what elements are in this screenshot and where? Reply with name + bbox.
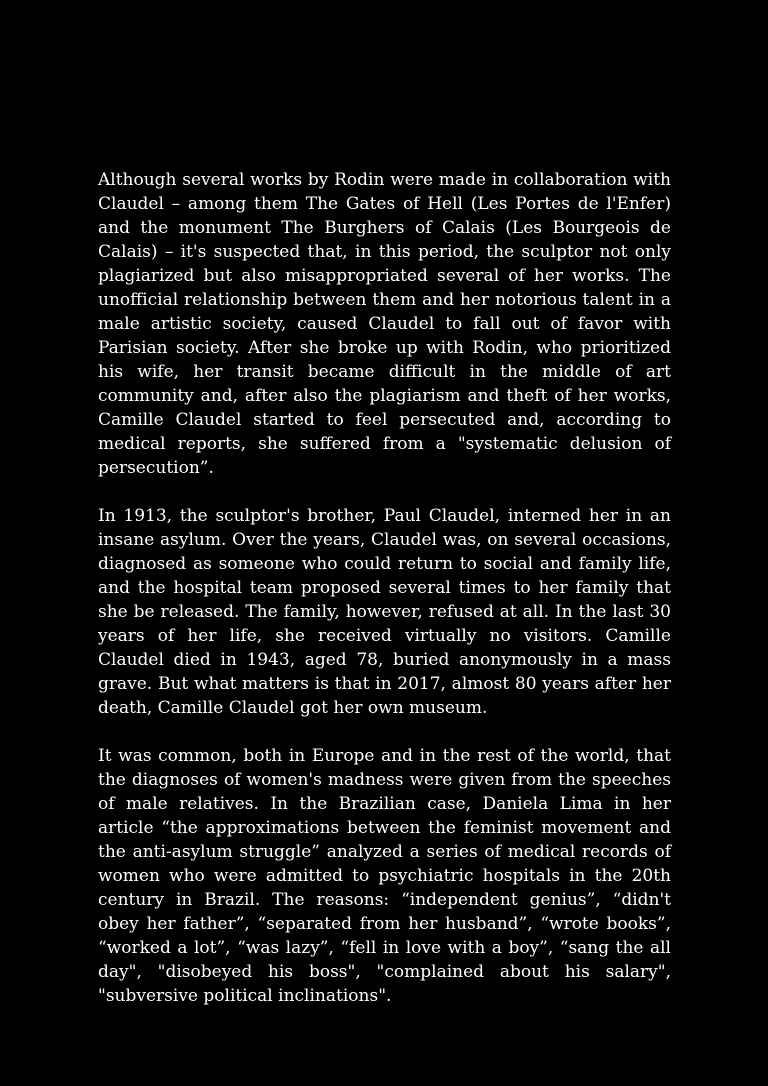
paragraph-diagnoses-of-madness: It was common, both in Europe and in the rest of the world, that the diagnoses of women's madness were given from the speeches of male relatives. In the Brazilian case, Daniela Lima in her article “the approximations between the feminist movement and the anti-asylum struggle” analyzed a series of medical records of women who were admitted to psychiatric hospitals in the 20th century in Brazil. The reasons: “independent genius”, “didn't obey her father”, “separated from her husband”, “wrote books”, “worked a lot”, “was lazy”, “fell in love with a boy”, “sang the all day", "disobeyed his boss", "complained about his salary", "subversive political inclinations". <box>98 746 671 1006</box>
paragraph-asylum-internment: In 1913, the sculptor's brother, Paul Claudel, interned her in an insane asylum. Over the years, Claudel was, on several occasions, diagnosed as someone who could return to social and family life, and the hospital team proposed several times to her family that she be released. The family, however, refused at all. In the last 30 years of her life, she received virtually no visitors. Camille Claudel died in 1943, aged 78, buried anonymously in a mass grave. But what matters is that in 2017, almost 80 years after her death, Camille Claudel got her own museum. <box>98 506 671 718</box>
body-text <box>98 168 671 1032</box>
paragraph-rodin-collaboration: Although several works by Rodin were made in collaboration with Claudel – among them The Gates of Hell (Les Portes de l'Enfer) and the monument The Burghers of Calais (Les Bourgeois de Calais) – it's suspected that, in this period, the sculptor not only plagiarized but also misappropriated several of her works. The unofficial relationship between them and her notorious talent in a male artistic society, caused Claudel to fall out of favor with Parisian society. After she broke up with Rodin, who prioritized his wife, her transit became difficult in the middle of art community and, after also the plagiarism and theft of her works, Camille Claudel started to feel persecuted and, according to medical reports, she suffered from a "systematic delusion of persecution”. <box>98 170 671 478</box>
